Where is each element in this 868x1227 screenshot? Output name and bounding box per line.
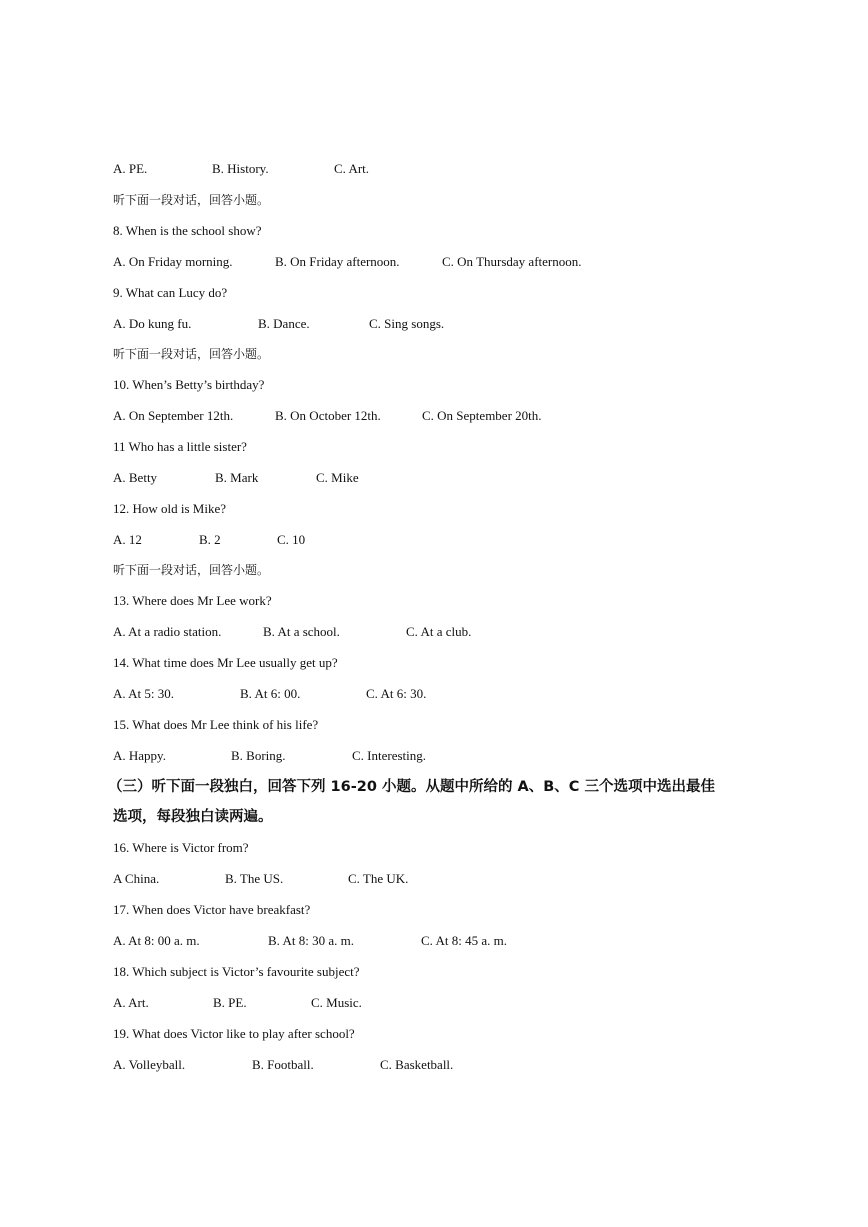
option-c: C. On Thursday afternoon. bbox=[442, 254, 582, 269]
section-3-heading-line1: （三）听下面一段独白，回答下列 16-20 小题。从题中所给的 A、B、C 三个选项中选出最佳 bbox=[108, 779, 715, 795]
option-c: C. Art. bbox=[334, 161, 370, 176]
option-c: C. Interesting. bbox=[352, 748, 427, 763]
option-b: B. The US. bbox=[225, 871, 284, 886]
option-b: B. Football. bbox=[252, 1057, 314, 1072]
option-a: A. Betty bbox=[113, 470, 158, 485]
option-a: A. At 8: 00 a. m. bbox=[113, 933, 200, 948]
option-a: A. PE. bbox=[113, 161, 148, 176]
instruction-2: 听下面一段对话，回答小题。 bbox=[113, 347, 270, 361]
option-b: B. At a school. bbox=[263, 624, 340, 639]
question-13: 13. Where does Mr Lee work? bbox=[113, 593, 272, 608]
option-b: B. Mark bbox=[215, 470, 259, 485]
question-17: 17. When does Victor have breakfast? bbox=[113, 902, 311, 917]
instruction-3: 听下面一段对话，回答小题。 bbox=[113, 563, 270, 577]
option-c: C. At 8: 45 a. m. bbox=[421, 933, 507, 948]
option-b: B. Boring. bbox=[231, 748, 286, 763]
option-a: A. On Friday morning. bbox=[113, 254, 233, 269]
question-19: 19. What does Victor like to play after school? bbox=[113, 1026, 355, 1041]
option-a: A. Happy. bbox=[113, 748, 166, 763]
option-a: A. At a radio station. bbox=[113, 624, 222, 639]
option-a: A. 12 bbox=[113, 532, 142, 547]
question-12: 12. How old is Mike? bbox=[113, 501, 227, 516]
option-a: A China. bbox=[113, 871, 160, 886]
option-c: C. At a club. bbox=[406, 624, 472, 639]
option-a: A. On September 12th. bbox=[113, 408, 234, 423]
question-18: 18. Which subject is Victor’s favourite subject? bbox=[113, 964, 360, 979]
section-3-heading-line2: 选项，每段独白读两遍。 bbox=[113, 809, 273, 825]
option-c: C. Music. bbox=[311, 995, 362, 1010]
question-16: 16. Where is Victor from? bbox=[113, 840, 249, 855]
option-c: C. Mike bbox=[316, 470, 359, 485]
option-c: C. 10 bbox=[277, 532, 306, 547]
option-a: A. Volleyball. bbox=[113, 1057, 186, 1072]
option-c: C. On September 20th. bbox=[422, 408, 542, 423]
option-a: A. Do kung fu. bbox=[113, 316, 192, 331]
option-c: C. Sing songs. bbox=[369, 316, 445, 331]
question-8: 8. When is the school show? bbox=[113, 223, 262, 238]
option-b: B. Dance. bbox=[258, 316, 310, 331]
option-c: C. The UK. bbox=[348, 871, 409, 886]
question-14: 14. What time does Mr Lee usually get up? bbox=[113, 655, 338, 670]
option-a: A. Art. bbox=[113, 995, 149, 1010]
option-c: C. At 6: 30. bbox=[366, 686, 427, 701]
option-c: C. Basketball. bbox=[380, 1057, 454, 1072]
question-10: 10. When’s Betty’s birthday? bbox=[113, 377, 265, 392]
option-b: B. 2 bbox=[199, 532, 221, 547]
option-b: B. At 6: 00. bbox=[240, 686, 301, 701]
option-b: B. PE. bbox=[213, 995, 247, 1010]
option-b: B. On Friday afternoon. bbox=[275, 254, 400, 269]
question-11: 11 Who has a little sister? bbox=[113, 439, 247, 454]
question-15: 15. What does Mr Lee think of his life? bbox=[113, 717, 319, 732]
option-b: B. History. bbox=[212, 161, 269, 176]
option-a: A. At 5: 30. bbox=[113, 686, 175, 701]
question-9: 9. What can Lucy do? bbox=[113, 285, 228, 300]
option-b: B. At 8: 30 a. m. bbox=[268, 933, 354, 948]
option-b: B. On October 12th. bbox=[275, 408, 381, 423]
instruction-1: 听下面一段对话，回答小题。 bbox=[113, 193, 270, 207]
